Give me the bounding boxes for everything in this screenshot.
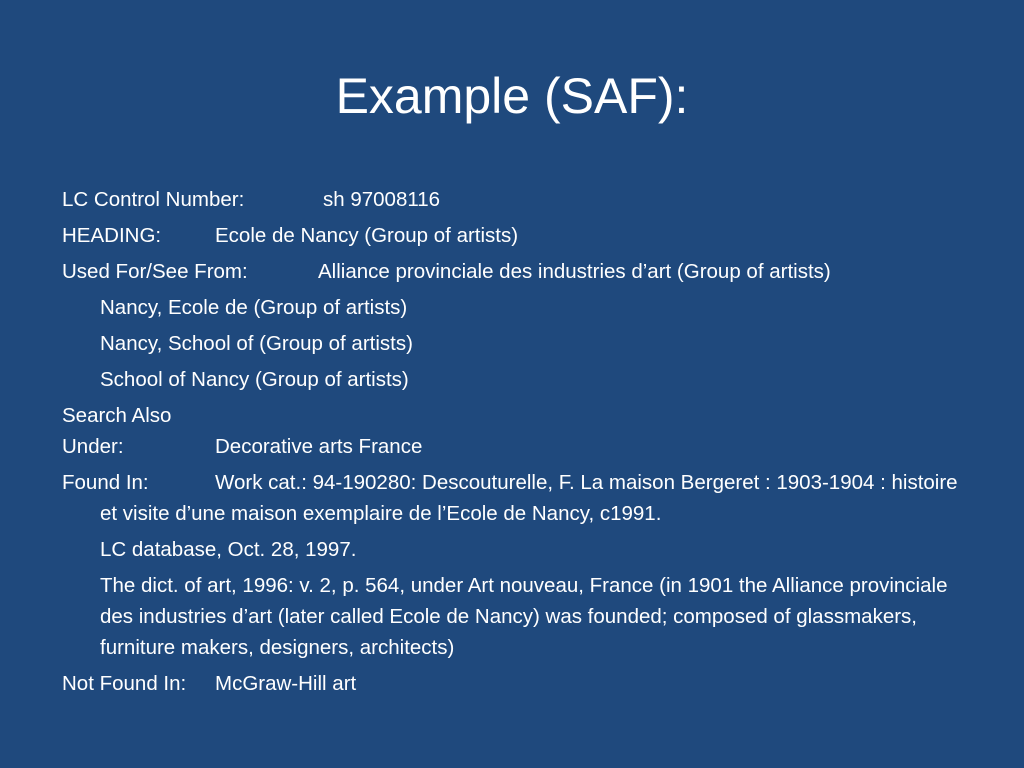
lccn-value: sh 97008116	[323, 188, 441, 211]
slide-title: Example (SAF):	[335, 68, 689, 124]
found-in-line	[62, 467, 972, 529]
found-in-value: Work cat.: 94-190280: Descouturelle, F. La maison Bergeret : 1903-1904 : histoire et visite d’une maison exemplaire de l’Ecole de Nancy, c1991.	[100, 471, 958, 525]
not-found-value: McGraw-Hill art	[215, 672, 357, 695]
used-for-line	[62, 256, 972, 287]
found-in-line-2: LC database, Oct. 28, 1997.	[100, 538, 357, 561]
used-for-line-4: School of Nancy (Group of artists)	[100, 368, 409, 391]
heading-value: Ecole de Nancy (Group of artists)	[215, 224, 519, 247]
slide-content	[62, 184, 972, 704]
not-found-label: Not Found In:	[62, 672, 187, 695]
used-for-line-3: Nancy, School of (Group of artists)	[100, 332, 413, 355]
search-also-value: Decorative arts France	[215, 435, 423, 458]
used-for-value: Alliance provinciale des industries d’art (Group of artists)	[318, 260, 831, 283]
used-for-line-2: Nancy, Ecole de (Group of artists)	[100, 296, 408, 319]
lccn-line	[62, 184, 972, 215]
heading-label: HEADING:	[62, 224, 162, 247]
not-found-line	[62, 668, 972, 699]
search-also-label: Search Also Under:	[62, 404, 172, 458]
found-in-line-3: The dict. of art, 1996: v. 2, p. 564, under Art nouveau, France (in 1901 the Alliance provinciale des industries d’art (later called Ecole de Nancy) was founded; composed of glassmakers, furniture makers, designers, architects)	[100, 574, 948, 659]
heading-line	[62, 220, 972, 251]
search-also-line	[62, 400, 972, 462]
found-in-label: Found In:	[62, 471, 149, 494]
lccn-label: LC Control Number:	[62, 188, 245, 211]
used-for-label: Used For/See From:	[62, 260, 248, 283]
